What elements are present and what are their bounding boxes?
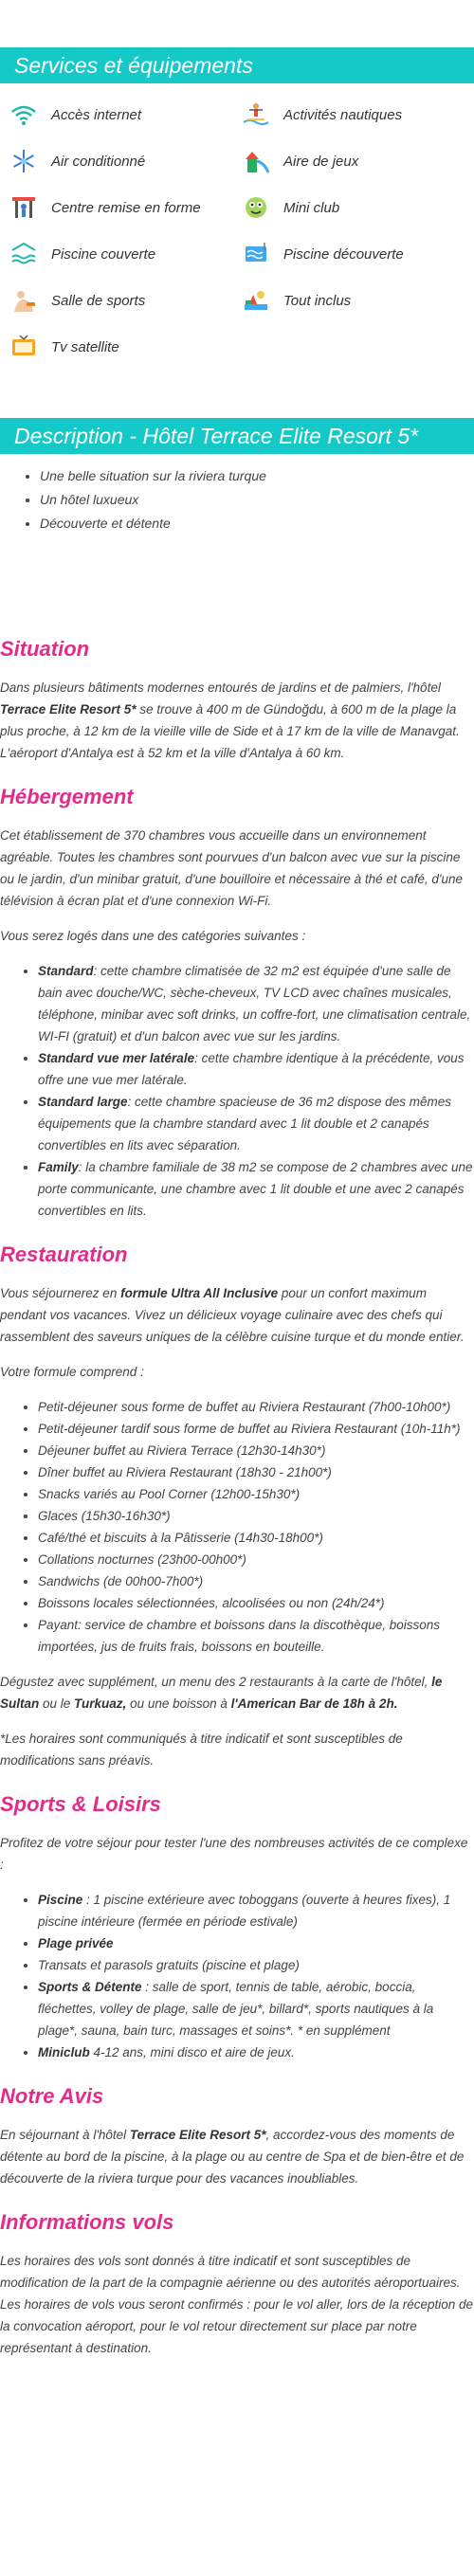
restauration-intro: Vous séjournerez en formule Ultra All Inclusive pour un confort maximum pendant vos vacances. Vivez un délicieux voyage culinaire avec des chefs qui rassemblent des saveurs uniques de la célèbre cuisine turque et du monde entier. (0, 1286, 465, 1344)
service-tout-inclus (240, 286, 351, 315)
service-salle-sports (8, 286, 145, 315)
room-list (0, 960, 474, 1222)
list-item: • Sports & Détente : salle de sport, tennis de table, aérobic, boccia, fléchettes, volley de plage, salle de jeu*, billard*, sports nautiques à la plage*, sauna, bain turc, massages et soins*. * en supplément (38, 1976, 474, 2041)
list-item: • Déjeuner buffet au Riviera Terrace (12h30-14h30*) (38, 1440, 474, 1461)
hebergement-lead: Vous serez logés dans une des catégories suivantes : (0, 929, 306, 943)
description-title-band (0, 418, 474, 454)
service-nautique (240, 100, 402, 129)
wifi-icon (8, 101, 40, 128)
avis-heading: Notre Avis (0, 2084, 104, 2108)
indoor-pool-icon (8, 241, 40, 267)
list-item: • Dîner buffet au Riviera Restaurant (18h30 - 21h00*) (38, 1461, 474, 1483)
service-label: Aire de jeux (283, 153, 359, 170)
service-label: Accès internet (51, 106, 142, 123)
meal-list (0, 1396, 474, 1658)
service-label: Piscine découverte (283, 245, 404, 263)
vols-heading: Informations vols (0, 2210, 174, 2234)
situation-text: Dans plusieurs bâtiments modernes entourés de jardins et de palmiers, l'hôtel Terrace Elite Resort 5* se trouve à 400 m de Gündoğdu, à 600 m de la plage la plus proche, à 12 km de la vieille ville de Side et à 17 km de la ville de Manavgat. L'aéroport d'Antalya est à 52 km et la ville d'Antalya à 60 km. (0, 680, 460, 760)
service-label: Tv satellite (51, 338, 119, 355)
sports-heading: Sports & Loisirs (0, 1792, 161, 1816)
list-item: • Standard vue mer latérale: cette chambre identique à la précédente, vous offre une vue mer latérale. (38, 1047, 474, 1091)
list-item: • Café/thé et biscuits à la Pâtisserie (14h30-18h00*) (38, 1527, 474, 1549)
services-title-band (0, 47, 474, 83)
situation-heading: Situation (0, 637, 90, 661)
snowflake-icon (8, 148, 40, 174)
service-label: Mini club (283, 199, 340, 216)
list-item: • Collations nocturnes (23h00-00h00*) (38, 1549, 474, 1570)
service-label: Piscine couverte (51, 245, 156, 263)
service-fitness (8, 193, 201, 222)
restauration-note: *Les horaires sont communiqués à titre indicatif et sont susceptibles de modifications sans préavis. (0, 1732, 403, 1768)
mini-club-icon (240, 194, 272, 221)
service-label: Centre remise en forme (51, 199, 201, 216)
list-item: • Petit-déjeuner sous forme de buffet au Riviera Restaurant (7h00-10h00*) (38, 1396, 474, 1418)
service-label: Activités nautiques (283, 106, 403, 123)
list-item: • Un hôtel luxueux (40, 488, 266, 512)
tv-icon (8, 334, 40, 360)
list-item: • Standard large: cette chambre spacieuse de 36 m2 dispose des mêmes équipements que la chambre standard avec 1 lit double et 2 canapés convertibles en lits avec séparation. (38, 1091, 474, 1156)
service-piscine-decouverte (240, 240, 404, 268)
list-item: • Sandwichs (de 00h00-7h00*) (38, 1570, 474, 1592)
service-label: Salle de sports (51, 292, 146, 309)
list-item: • Miniclub 4-12 ans, mini disco et aire de jeux. (38, 2041, 474, 2063)
list-item: • Payant: service de chambre et boissons dans la discothèque, boissons importées, jus de fruits frais, boissons en bouteille. (38, 1614, 474, 1658)
playground-icon (240, 148, 272, 174)
sports-list (0, 1889, 474, 2063)
service-label: Air conditionné (51, 153, 146, 170)
gym-icon (8, 287, 40, 314)
list-item: • Une belle situation sur la riviera turque (40, 464, 266, 488)
hebergement-intro: Cet établissement de 370 chambres vous accueille dans un environnement agréable. Toutes les chambres sont pourvues d'un balcon avec vue sur la piscine ou le jardin, d'un minibar gratuit, d'une bouilloire et nécessaire à thé et café, d'une télévision à écran plat et d'une connexion Wi-Fi. (0, 828, 464, 908)
list-item: • Glaces (15h30-16h30*) (38, 1505, 474, 1527)
list-item: • Standard: cette chambre climatisée de 32 m2 est équipée d'une salle de bain avec douche/WC, sèche-cheveux, TV LCD avec chaînes musicales, téléphone, minibar avec soft drinks, un coffre-fort, une climatisation centrale, WI-FI (gratuit) et d'un balcon avec vue sur les jardins. (38, 960, 474, 1047)
service-label: Tout inclus (283, 292, 352, 309)
vols-text: Les horaires des vols sont donnés à titre indicatif et sont susceptibles de modification de la part de la compagnie aérienne ou des autorités aéroportuaires. Les horaires de vols vous seront confirmés : pour le vol aller, lors de la réception de la convocation aéroport, pour le vol retour directement sur place par notre représentant à destination. (0, 2254, 474, 2355)
list-item: • Piscine : 1 piscine extérieure avec toboggans (ouverte à heures fixes), 1 piscine intérieure (fermée en période estivale) (38, 1889, 474, 1932)
restauration-heading: Restauration (0, 1243, 128, 1266)
hebergement-heading: Hébergement (0, 785, 134, 808)
restauration-lead: Votre formule comprend : (0, 1365, 144, 1379)
services-title: Services et équipements (14, 53, 253, 78)
hotel-details (0, 635, 474, 2359)
service-tv (8, 333, 119, 361)
list-item: • Family: la chambre familiale de 38 m2 se compose de 2 chambres avec une porte communicante, une chambre avec 1 lit double et une avec 2 canapés convertibles en lits. (38, 1156, 474, 1222)
all-inclusive-icon (240, 287, 272, 314)
service-aire-jeux (240, 147, 358, 175)
list-item: • Découverte et détente (40, 512, 266, 535)
service-internet (8, 100, 141, 129)
avis-text: En séjournant à l'hôtel Terrace Elite Resort 5*, accordez-vous des moments de détente au bord de la piscine, à la plage ou au centre de Spa et de bien-être et de découverte de la riviera turque pour des vacances inoubliables. (0, 2128, 465, 2186)
service-mini-club (240, 193, 339, 222)
restauration-supplement: Dégustez avec supplément, un menu des 2 restaurants à la carte de l'hôtel, le Sultan ou le Turkuaz, ou une boisson à l'American Bar de 18h à 2h. (0, 1675, 443, 1711)
list-item: • Transats et parasols gratuits (piscine et plage) (38, 1954, 474, 1976)
list-item: • Plage privée (38, 1932, 474, 1954)
description-bullets (0, 464, 266, 535)
fitness-icon (8, 194, 40, 221)
outdoor-pool-icon (240, 241, 272, 267)
service-piscine-couverte (8, 240, 155, 268)
list-item: • Petit-déjeuner tardif sous forme de buffet au Riviera Restaurant (10h-11h*) (38, 1418, 474, 1440)
list-item: • Boissons locales sélectionnées, alcoolisées ou non (24h/24*) (38, 1592, 474, 1614)
list-item: • Snacks variés au Pool Corner (12h00-15h30*) (38, 1483, 474, 1505)
water-ski-icon (240, 101, 272, 128)
service-clim (8, 147, 145, 175)
sports-intro: Profitez de votre séjour pour tester l'une des nombreuses activités de ce complexe : (0, 1836, 468, 1872)
description-title: Description - Hôtel Terrace Elite Resort 5* (14, 424, 419, 448)
